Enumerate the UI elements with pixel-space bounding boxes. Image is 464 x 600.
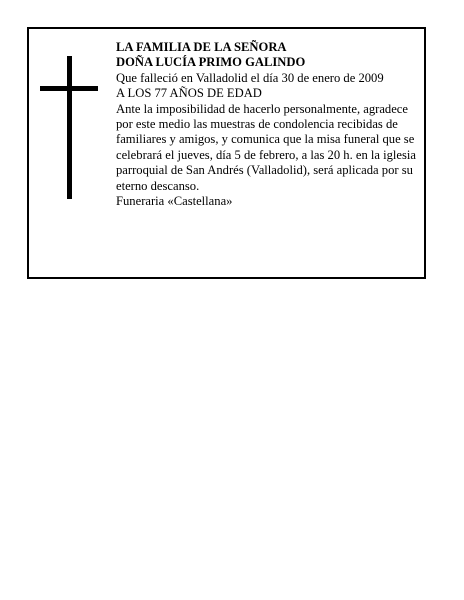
cross-horizontal-bar <box>40 86 98 91</box>
notice-heading-deceased-name: DOÑA LUCÍA PRIMO GALINDO <box>116 55 306 70</box>
notice-heading-family: LA FAMILIA DE LA SEÑORA <box>116 40 287 54</box>
cross-vertical-bar <box>67 56 72 199</box>
notice-text <box>116 40 424 209</box>
notice-funeral-home: Funeraria «Castellana» <box>116 194 233 209</box>
notice-death-date: Que falleció en Valladolid el día 30 de enero de 2009 <box>116 70 384 85</box>
notice-body: Ante la imposibilidad de hacerlo personalmente, agradece por este medio las muestras de condolencia recibidas de familiares y amigos, y comunica que la misa funeral que se celebrará el jueves, día 5 de febrero, a las 20 h. en la iglesia parroquial de San Andrés (Valladolid), será aplicada por su eterno descanso. <box>116 101 417 193</box>
cross-icon <box>40 56 98 199</box>
notice-age: A LOS 77 AÑOS DE EDAD <box>116 86 262 101</box>
obituary-notice <box>27 27 426 279</box>
